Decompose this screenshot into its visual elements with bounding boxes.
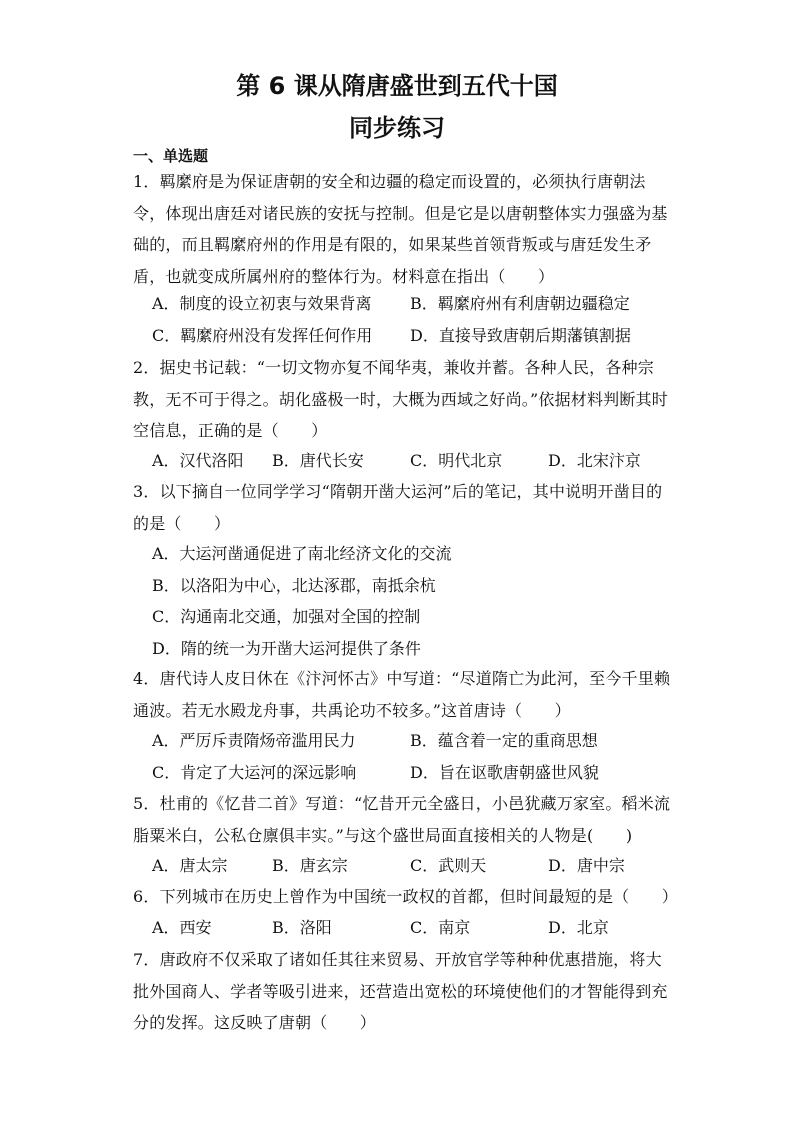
question-4-options bbox=[152, 725, 672, 788]
option-b[interactable]: B．以洛阳为中心，北达涿郡，南抵余杭 bbox=[152, 575, 436, 595]
question-5-stem: 5．杜甫的《忆昔二首》写道：“忆昔开元全盛日，小邑犹藏万家室。稻米流脂粟米白，公私仓廪俱丰实。”与这个盛世局面直接相关的人物是( ) bbox=[133, 794, 671, 845]
option-d[interactable]: D．直接导致唐朝后期藩镇割据 bbox=[410, 325, 631, 345]
option-d[interactable]: D．北宋汴京 bbox=[548, 451, 641, 470]
question-5-options bbox=[152, 850, 672, 882]
option-b[interactable]: B．洛阳 bbox=[272, 918, 332, 937]
option-c[interactable]: C．南京 bbox=[410, 918, 471, 937]
option-a[interactable]: A．唐太宗 bbox=[152, 856, 228, 875]
question-1-options bbox=[152, 288, 672, 351]
option-a[interactable]: A．大运河凿通促进了南北经济文化的交流 bbox=[152, 544, 452, 563]
option-a[interactable]: A．制度的设立初衷与效果背离 bbox=[152, 294, 372, 313]
question-2-options bbox=[152, 445, 672, 477]
option-c[interactable]: C．沟通南北交通，加强对全国的控制 bbox=[152, 607, 421, 626]
option-c[interactable]: C．武则天 bbox=[410, 856, 487, 875]
question-2-stem: 2．据史书记载：“一切文物亦复不闻华夷，兼收并蓄。各种人民，各种宗教，无不可于得之。胡化盛极一时，大概为西域之好尚。”依据材料判断其时空信息，正确的是（ ） bbox=[133, 358, 668, 440]
option-c[interactable]: C．肯定了大运河的深远影响 bbox=[152, 762, 357, 782]
question-3-options bbox=[152, 538, 672, 664]
question-3-stem: 3．以下摘自一位同学学习“隋朝开凿大运河”后的笔记，其中说明开凿目的的是（ ） bbox=[133, 482, 663, 533]
option-d[interactable]: D．唐中宗 bbox=[548, 856, 625, 875]
option-b[interactable]: B．唐代长安 bbox=[272, 451, 364, 470]
question-4-stem: 4．唐代诗人皮日休在《汴河怀古》中写道：“尽道隋亡为此河，至今千里赖通波。若无水殿龙舟事，共禹论功不较多。”这首唐诗（ ） bbox=[133, 669, 671, 720]
option-c[interactable]: C．明代北京 bbox=[410, 451, 503, 470]
question-7-stem: 7．唐政府不仅采取了诸如任其往来贸易、开放官学等种种优惠措施，将大批外国商人、学者等吸引进来，还营造出宽松的环境使他们的才智能得到充分的发挥。这反映了唐朝（ ） bbox=[133, 950, 668, 1032]
page-subtitle: 同步练习 bbox=[349, 114, 445, 142]
option-b[interactable]: B．唐玄宗 bbox=[272, 856, 348, 875]
question-6-stem: 6．下列城市在历史上曾作为中国统一政权的首都，但时间最短的是（ ） bbox=[133, 887, 678, 906]
option-a[interactable]: A．西安 bbox=[152, 918, 212, 937]
option-d[interactable]: D．旨在讴歌唐朝盛世风貌 bbox=[410, 762, 599, 782]
option-d[interactable]: D．隋的统一为开凿大运河提供了条件 bbox=[152, 638, 421, 658]
option-d[interactable]: D．北京 bbox=[548, 918, 609, 937]
option-b[interactable]: B．蕴含着一定的重商思想 bbox=[410, 731, 598, 750]
option-c[interactable]: C．羁縻府州没有发挥任何作用 bbox=[152, 325, 373, 345]
section-heading: 一、单选题 bbox=[133, 147, 209, 165]
page-title: 第 6 课从隋唐盛世到五代十国 bbox=[236, 72, 558, 100]
question-6-options bbox=[152, 912, 672, 944]
option-a[interactable]: A．汉代洛阳 bbox=[152, 451, 244, 470]
option-b[interactable]: B．羁縻府州有利唐朝边疆稳定 bbox=[410, 294, 630, 313]
option-a[interactable]: A．严厉斥责隋炀帝滥用民力 bbox=[152, 731, 356, 750]
question-1-stem: 1．羁縻府是为保证唐朝的安全和边疆的稳定而设置的，必须执行唐朝法令，体现出唐廷对诸民族的安抚与控制。但是它是以唐朝整体实力强盛为基础的，而且羁縻府州的作用是有限的，如果某些首领背叛或与唐廷发生矛盾，也就变成所属州府的整体行为。材料意在指出（ ） bbox=[133, 172, 668, 286]
